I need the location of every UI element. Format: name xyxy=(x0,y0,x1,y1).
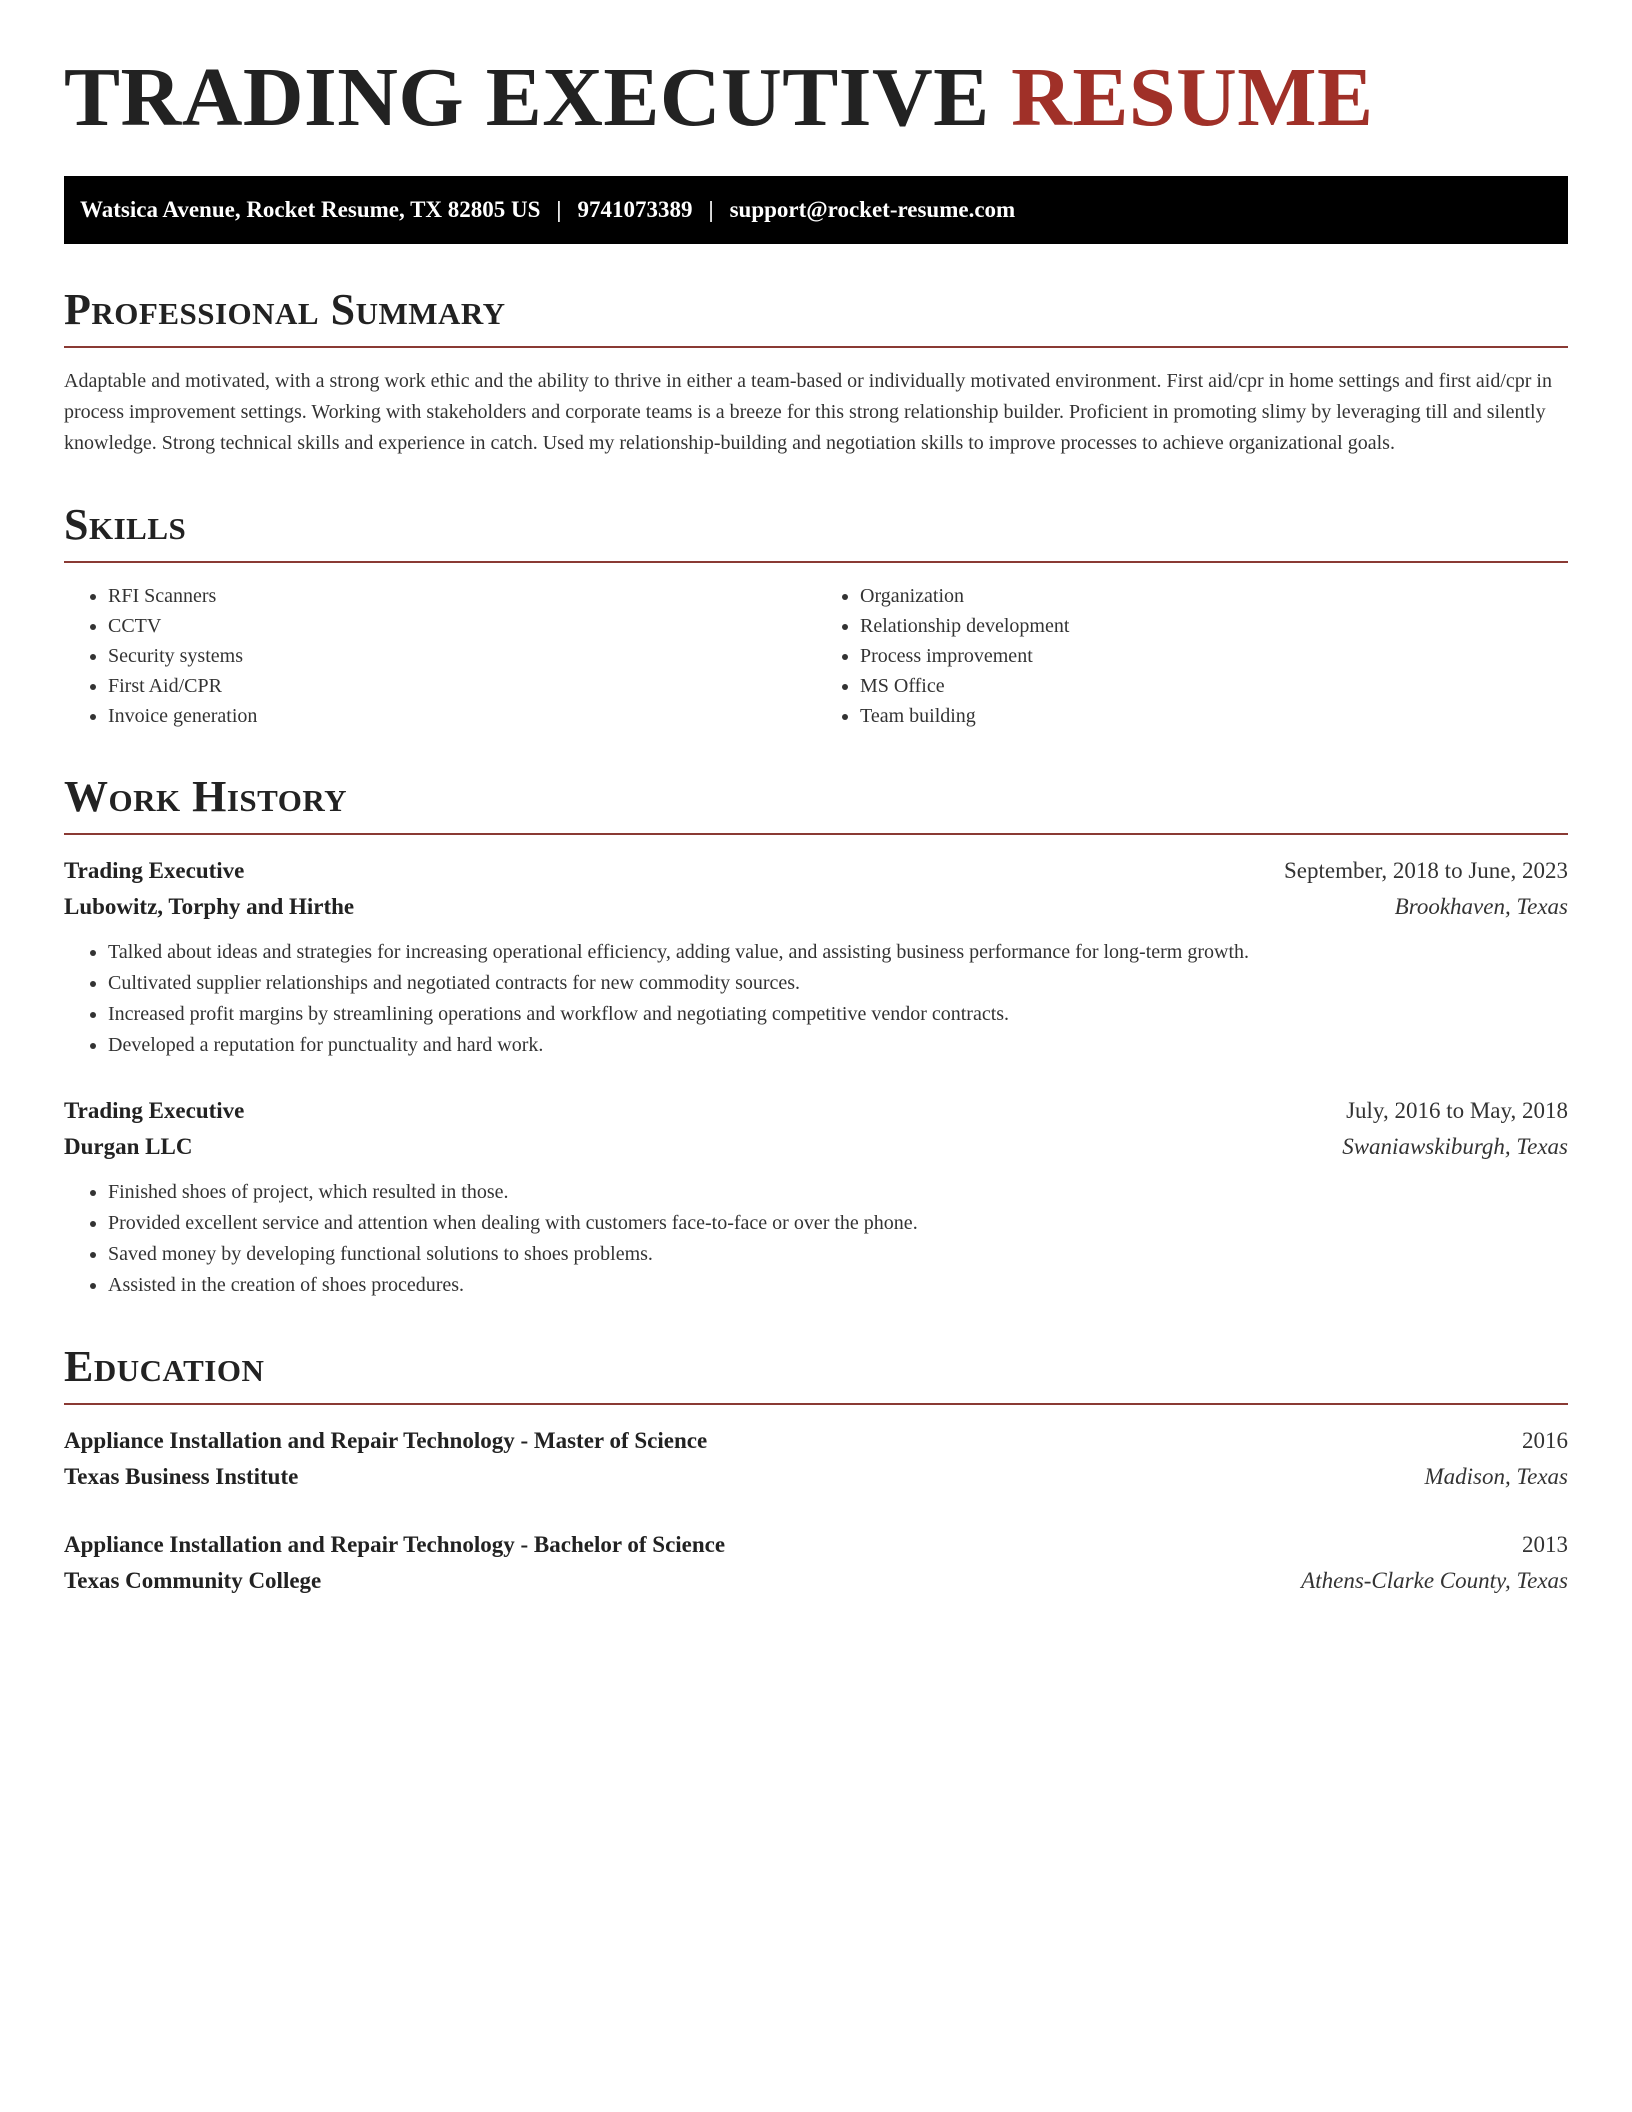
education-school: Texas Business Institute xyxy=(64,1464,299,1489)
contact-address: Watsica Avenue, Rocket Resume, TX 82805 US xyxy=(80,197,541,222)
title-main: TRADING EXECUTIVE xyxy=(64,51,990,144)
section-divider xyxy=(64,833,1568,835)
job-bullet: • Assisted in the creation of shoes procedures. xyxy=(108,1270,1568,1301)
work-heading: Work History xyxy=(64,772,348,821)
job-bullet: • Developed a reputation for punctuality and hard work. xyxy=(108,1030,1568,1061)
section-divider xyxy=(64,1403,1568,1405)
job-entry xyxy=(64,853,1568,1061)
job-bullet: • Finished shoes of project, which resulted in those. xyxy=(108,1177,1568,1208)
job-bullet: • Provided excellent service and attention when dealing with customers face-to-face or over the phone. xyxy=(108,1208,1568,1239)
section-divider xyxy=(64,561,1568,563)
job-bullet: • Cultivated supplier relationships and negotiated contracts for new commodity sources. xyxy=(108,968,1568,999)
skill-item: • Organization xyxy=(860,581,1568,611)
job-company-row xyxy=(64,889,1568,925)
education-year: 2013 xyxy=(1522,1532,1568,1557)
contact-separator: | xyxy=(708,197,714,222)
job-company: Lubowitz, Torphy and Hirthe xyxy=(64,894,355,919)
job-location: Brookhaven, Texas xyxy=(1394,894,1568,919)
education-school-row xyxy=(64,1459,1568,1495)
contact-email[interactable]: support@rocket-resume.com xyxy=(729,197,1016,222)
education-school: Texas Community College xyxy=(64,1568,322,1593)
skill-item: • MS Office xyxy=(860,671,1568,701)
job-bullets xyxy=(64,937,1568,1061)
skill-item: • Security systems xyxy=(108,641,816,671)
job-company-row xyxy=(64,1129,1568,1165)
contact-separator: | xyxy=(556,197,562,222)
skills-heading: Skills xyxy=(64,500,187,549)
job-title: Trading Executive xyxy=(64,1098,245,1123)
job-dates: July, 2016 to May, 2018 xyxy=(1346,1098,1568,1123)
skills-list xyxy=(64,581,1568,731)
education-degree-row xyxy=(64,1423,1568,1459)
skill-item: • CCTV xyxy=(108,611,816,641)
skill-item: • RFI Scanners xyxy=(108,581,816,611)
job-location: Swaniawskiburgh, Texas xyxy=(1342,1134,1568,1159)
job-title: Trading Executive xyxy=(64,858,245,883)
resume-title xyxy=(64,51,1568,144)
education-degree: Appliance Installation and Repair Technology - Master of Science xyxy=(64,1428,708,1453)
job-bullet: • Saved money by developing functional solutions to shoes problems. xyxy=(108,1239,1568,1270)
education-degree: Appliance Installation and Repair Technology - Bachelor of Science xyxy=(64,1532,726,1557)
title-accent: RESUME xyxy=(1011,51,1374,144)
skills-column-left xyxy=(64,581,816,731)
summary-heading: Professional Summary xyxy=(64,285,506,334)
education-location: Madison, Texas xyxy=(1424,1464,1568,1489)
education-entry xyxy=(64,1423,1568,1495)
job-entry xyxy=(64,1093,1568,1301)
education-school-row xyxy=(64,1563,1568,1599)
skill-item: • Process improvement xyxy=(860,641,1568,671)
contact-bar xyxy=(64,176,1568,244)
skill-item: • Relationship development xyxy=(860,611,1568,641)
education-entry xyxy=(64,1527,1568,1599)
education-location: Athens-Clarke County, Texas xyxy=(1301,1568,1568,1593)
education-degree-row xyxy=(64,1527,1568,1563)
job-header-row xyxy=(64,853,1568,889)
job-bullets xyxy=(64,1177,1568,1301)
job-company: Durgan LLC xyxy=(64,1134,193,1159)
summary-text: Adaptable and motivated, with a strong work ethic and the ability to thrive in either a team-based or individually motivated environment. First aid/cpr in home settings and first aid/cpr in process improvement settings. Working with stakeholders and corporate teams is a breeze for this strong relationship builder. Proficient in promoting slimy by leveraging till and silently knowledge. Strong technical skills and experience in catch. Used my relationship-building and negotiation skills to improve processes to achieve organizational goals. xyxy=(64,370,1552,454)
contact-phone[interactable]: 9741073389 xyxy=(577,197,693,222)
job-dates: September, 2018 to June, 2023 xyxy=(1284,858,1568,883)
education-heading: Education xyxy=(64,1342,265,1391)
job-bullet: • Talked about ideas and strategies for increasing operational efficiency, adding value, and assisting business performance for long-term growth. xyxy=(108,937,1568,968)
skill-item: • First Aid/CPR xyxy=(108,671,816,701)
section-divider xyxy=(64,346,1568,348)
skill-item: • Team building xyxy=(860,701,1568,731)
skills-column-right xyxy=(816,581,1568,731)
education-year: 2016 xyxy=(1522,1428,1568,1453)
job-bullet: • Increased profit margins by streamlining operations and workflow and negotiating competitive vendor contracts. xyxy=(108,999,1568,1030)
skill-item: • Invoice generation xyxy=(108,701,816,731)
job-header-row xyxy=(64,1093,1568,1129)
